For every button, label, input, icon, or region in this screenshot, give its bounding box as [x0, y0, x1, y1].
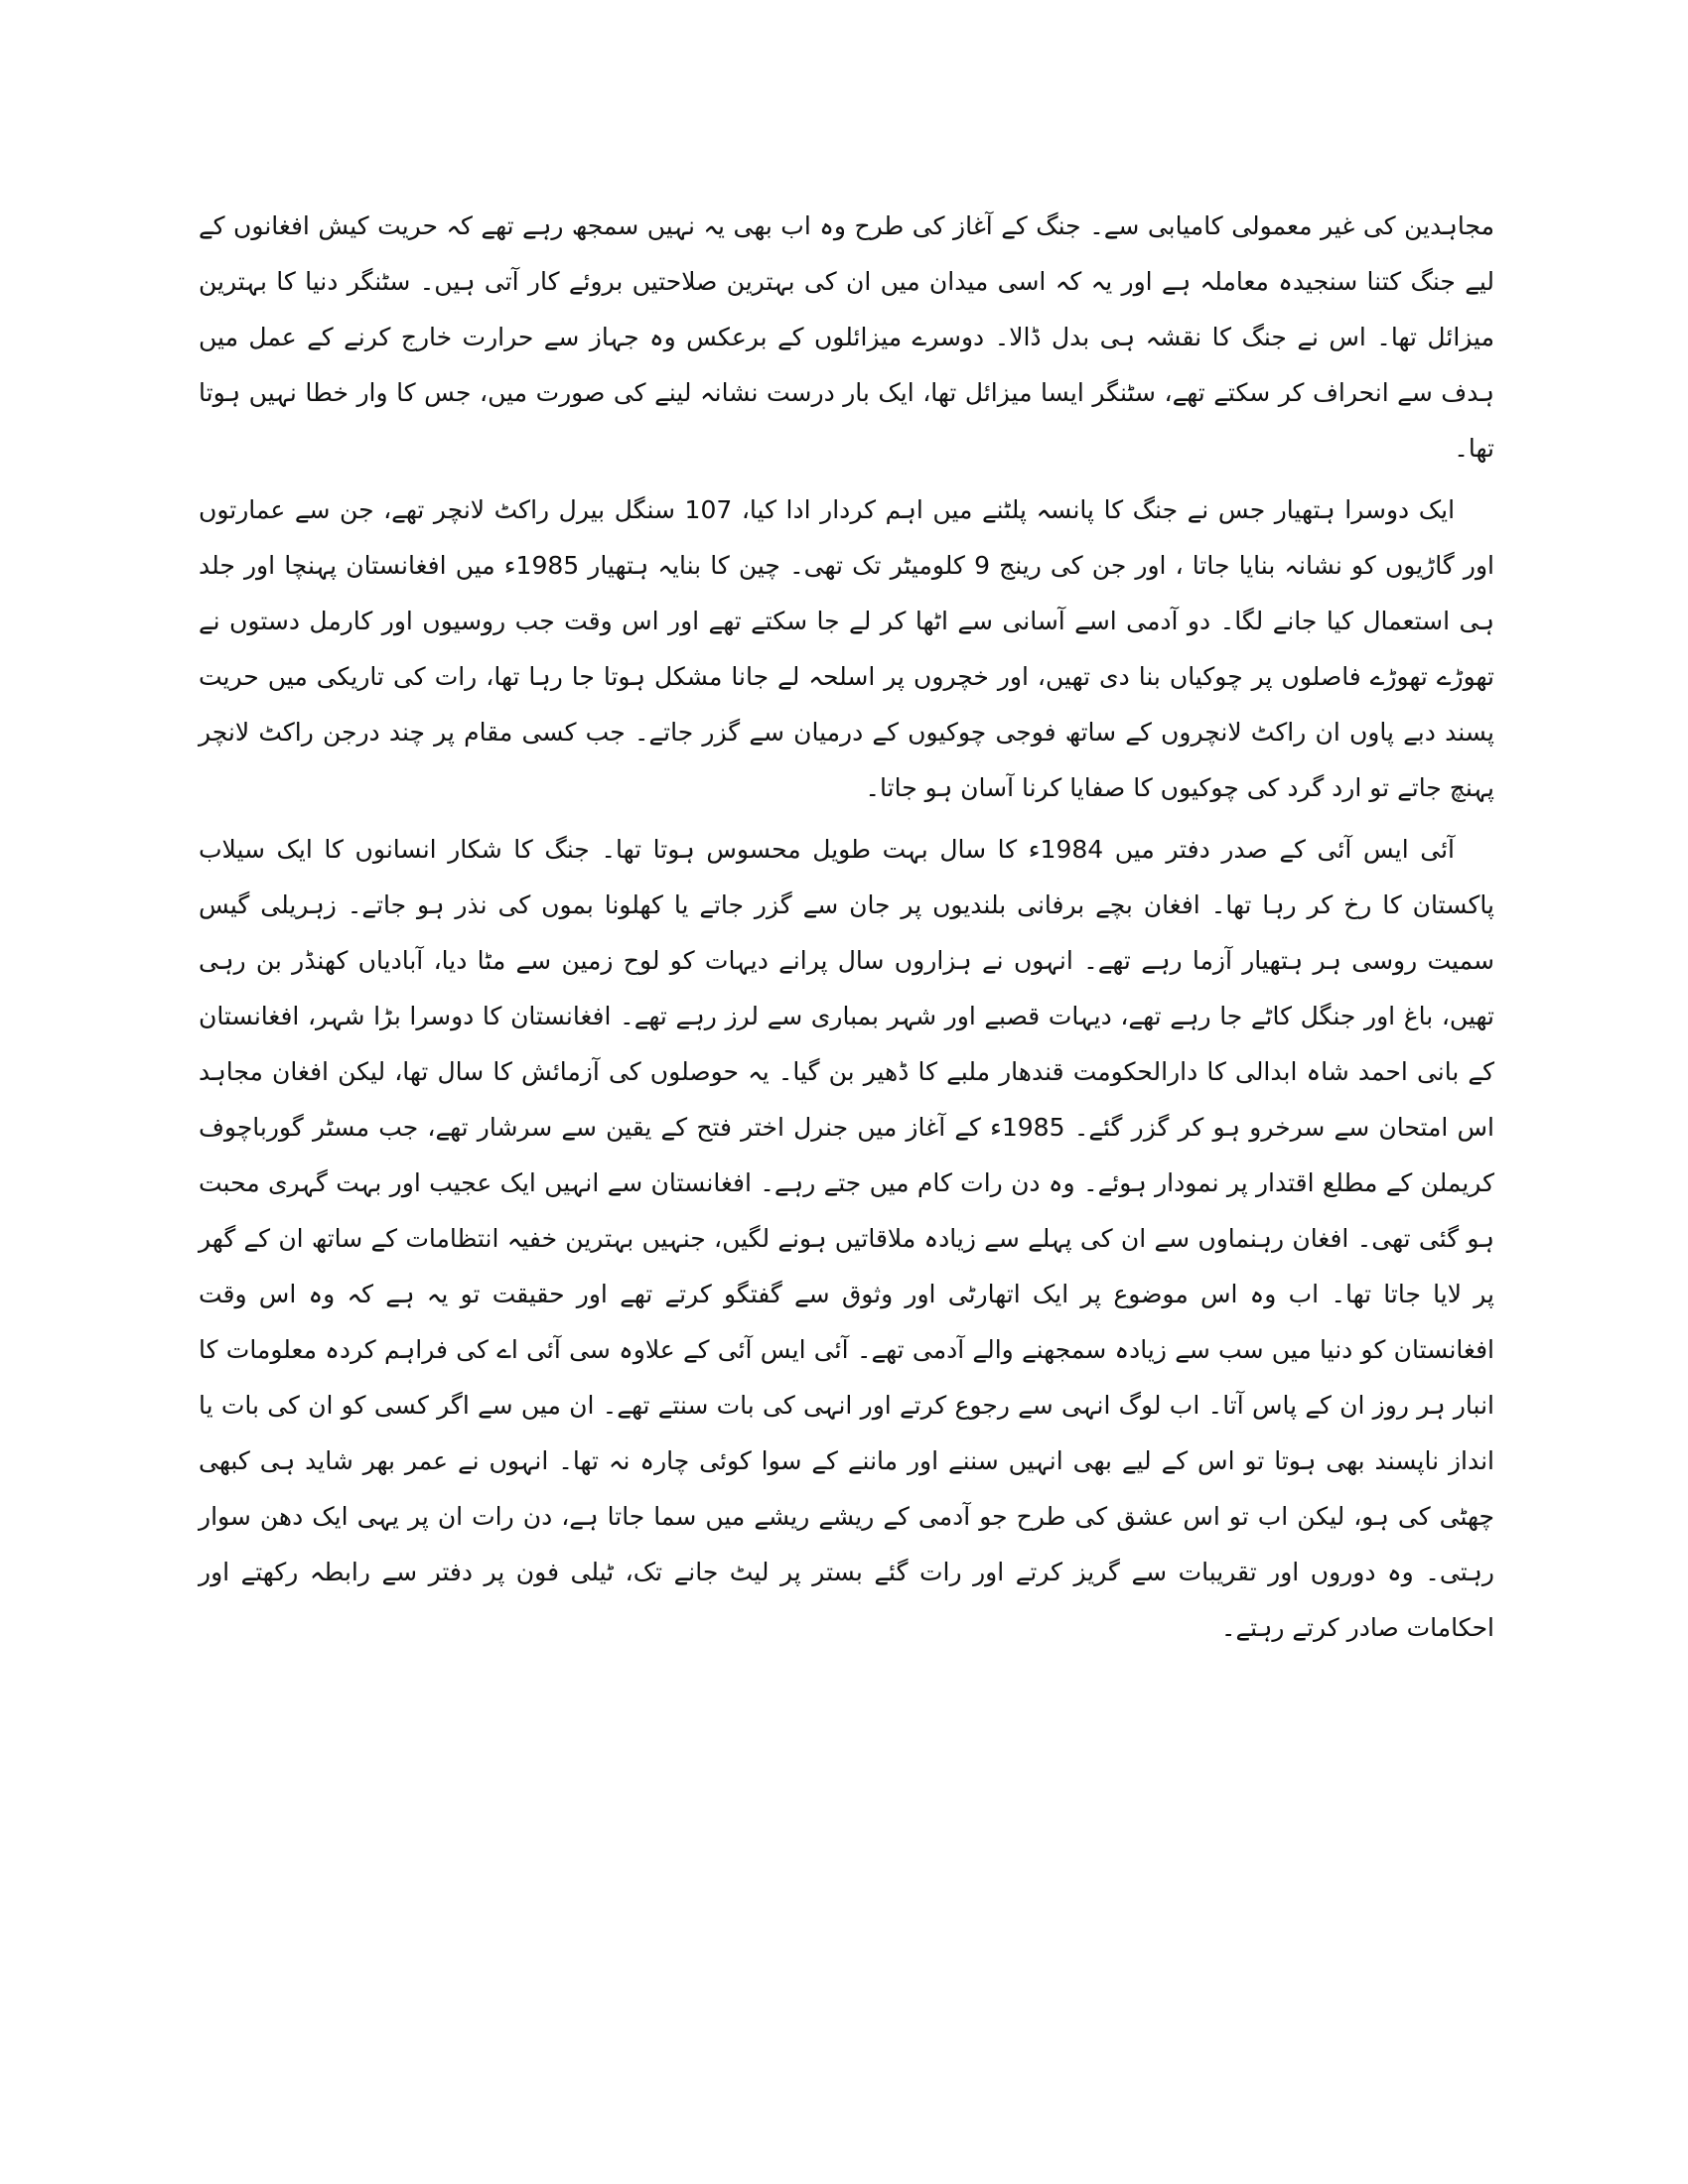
paragraph-1: مجاہدین کی غیر معمولی کامیابی سے۔ جنگ کے آغاز کی طرح وہ اب بھی یہ نہیں سمجھ رہے تھے کہ حریت کیش افغانوں کے لیے جنگ کتنا سنجیدہ معاملہ ہے اور یہ کہ اسی میدان میں ان کی بہترین صلاحتیں بروئے کار آتی ہیں۔ سٹنگر دنیا کا بہترین میزائل تھا۔ اس نے جنگ کا نقشہ ہی بدل ڈالا۔ دوسرے میزائلوں کے برعکس وہ جہاز سے حرارت خارج کرنے کے عمل میں ہدف سے انحراف کر سکتے تھے، سٹنگر ایسا میزائل تھا، ایک بار درست نشانہ لینے کی صورت میں، جس کا وار خطا نہیں ہوتا تھا۔ — [199, 211, 1494, 463]
body-text — [199, 199, 1494, 1662]
paragraph-2: ایک دوسرا ہتھیار جس نے جنگ کا پانسہ پلٹنے میں اہم کردار ادا کیا، 107 سنگل بیرل راکٹ لانچر تھے، جن سے عمارتوں اور گاڑیوں کو نشانہ بنایا جاتا ، اور جن کی رینج 9 کلومیٹر تک تھی۔ چین کا بنایہ ہتھیار 1985ء میں افغانستان پہنچا اور جلد ہی استعمال کیا جانے لگا۔ دو آدمی اسے آسانی سے اٹھا کر لے جا سکتے تھے اور اس وقت جب روسیوں اور کارمل دستوں نے تھوڑے تھوڑے فاصلوں پر چوکیاں بنا دی تھیں، اور خچروں پر اسلحہ لے جانا مشکل ہوتا جا رہا تھا، رات کی تاریکی میں حریت پسند دبے پاوں ان راکٹ لانچروں کے ساتھ فوجی چوکیوں کے درمیان سے گزر جاتے۔ جب کسی مقام پر چند درجن راکٹ لانچر پہنچ جاتے تو ارد گرد کی چوکیوں کا صفایا کرنا آسان ہو جاتا۔ — [199, 495, 1494, 802]
paragraph-3: آئی ایس آئی کے صدر دفتر میں 1984ء کا سال بہت طویل محسوس ہوتا تھا۔ جنگ کا شکار انسانوں کا ایک سیلاب پاکستان کا رخ کر رہا تھا۔ افغان بچے برفانی بلندیوں پر جان سے گزر جاتے یا کھلونا بموں کی نذر ہو جاتے۔ زہریلی گیس سمیت روسی ہر ہتھیار آزما رہے تھے۔ انہوں نے ہزاروں سال پرانے دیہات کو لوح زمین سے مٹا دیا، آبادیاں کھنڈر بن رہی تھیں، باغ اور جنگل کاٹے جا رہے تھے، دیہات قصبے اور شہر بمباری سے لرز رہے تھے۔ افغانستان کا دوسرا بڑا شہر، افغانستان کے بانی احمد شاہ ابدالی کا دارالحکومت قندھار ملبے کا ڈھیر بن گیا۔ یہ حوصلوں کی آزمائش کا سال تھا، لیکن افغان مجاہد اس امتحان سے سرخرو ہو کر گزر گئے۔ 1985ء کے آغاز میں جنرل اختر فتح کے یقین سے سرشار تھے، جب مسٹر گورباچوف کریملن کے مطلع اقتدار پر نمودار ہوئے۔ وہ دن رات کام میں جتے رہے۔ افغانستان سے انہیں ایک عجیب اور بہت گہری محبت ہو گئی تھی۔ افغان رہنماوں سے ان کی پہلے سے زیادہ ملاقاتیں ہونے لگیں، جنہیں بہترین خفیہ انتظامات کے ساتھ ان کے گھر پر لایا جاتا تھا۔ اب وہ اس موضوع پر ایک اتھارٹی اور وثوق سے گفتگو کرتے تھے اور حقیقت تو یہ ہے کہ وہ اس وقت افغانستان کو دنیا میں سب سے زیادہ سمجھنے والے آدمی تھے۔ آئی ایس آئی کے علاوہ سی آئی اے کی فراہم کردہ معلومات کا انبار ہر روز ان کے پاس آتا۔ اب لوگ انہی سے رجوع کرتے اور انہی کی بات سنتے تھے۔ ان میں سے اگر کسی کو ان کی بات یا انداز ناپسند بھی ہوتا تو اس کے لیے بھی انہیں سننے اور ماننے کے سوا کوئی چارہ نہ تھا۔ انہوں نے عمر بھر شاید ہی کبھی چھٹی کی ہو، لیکن اب تو اس عشق کی طرح جو آدمی کے ریشے ریشے میں سما جاتا ہے، دن رات ان پر یہی ایک دھن سوار رہتی۔ وہ دوروں اور تقریبات سے گریز کرتے اور رات گئے بستر پر لیٹ جانے تک، ٹیلی فون پر دفتر سے رابطہ رکھتے اور احکامات صادر کرتے رہتے۔ — [199, 835, 1495, 1642]
